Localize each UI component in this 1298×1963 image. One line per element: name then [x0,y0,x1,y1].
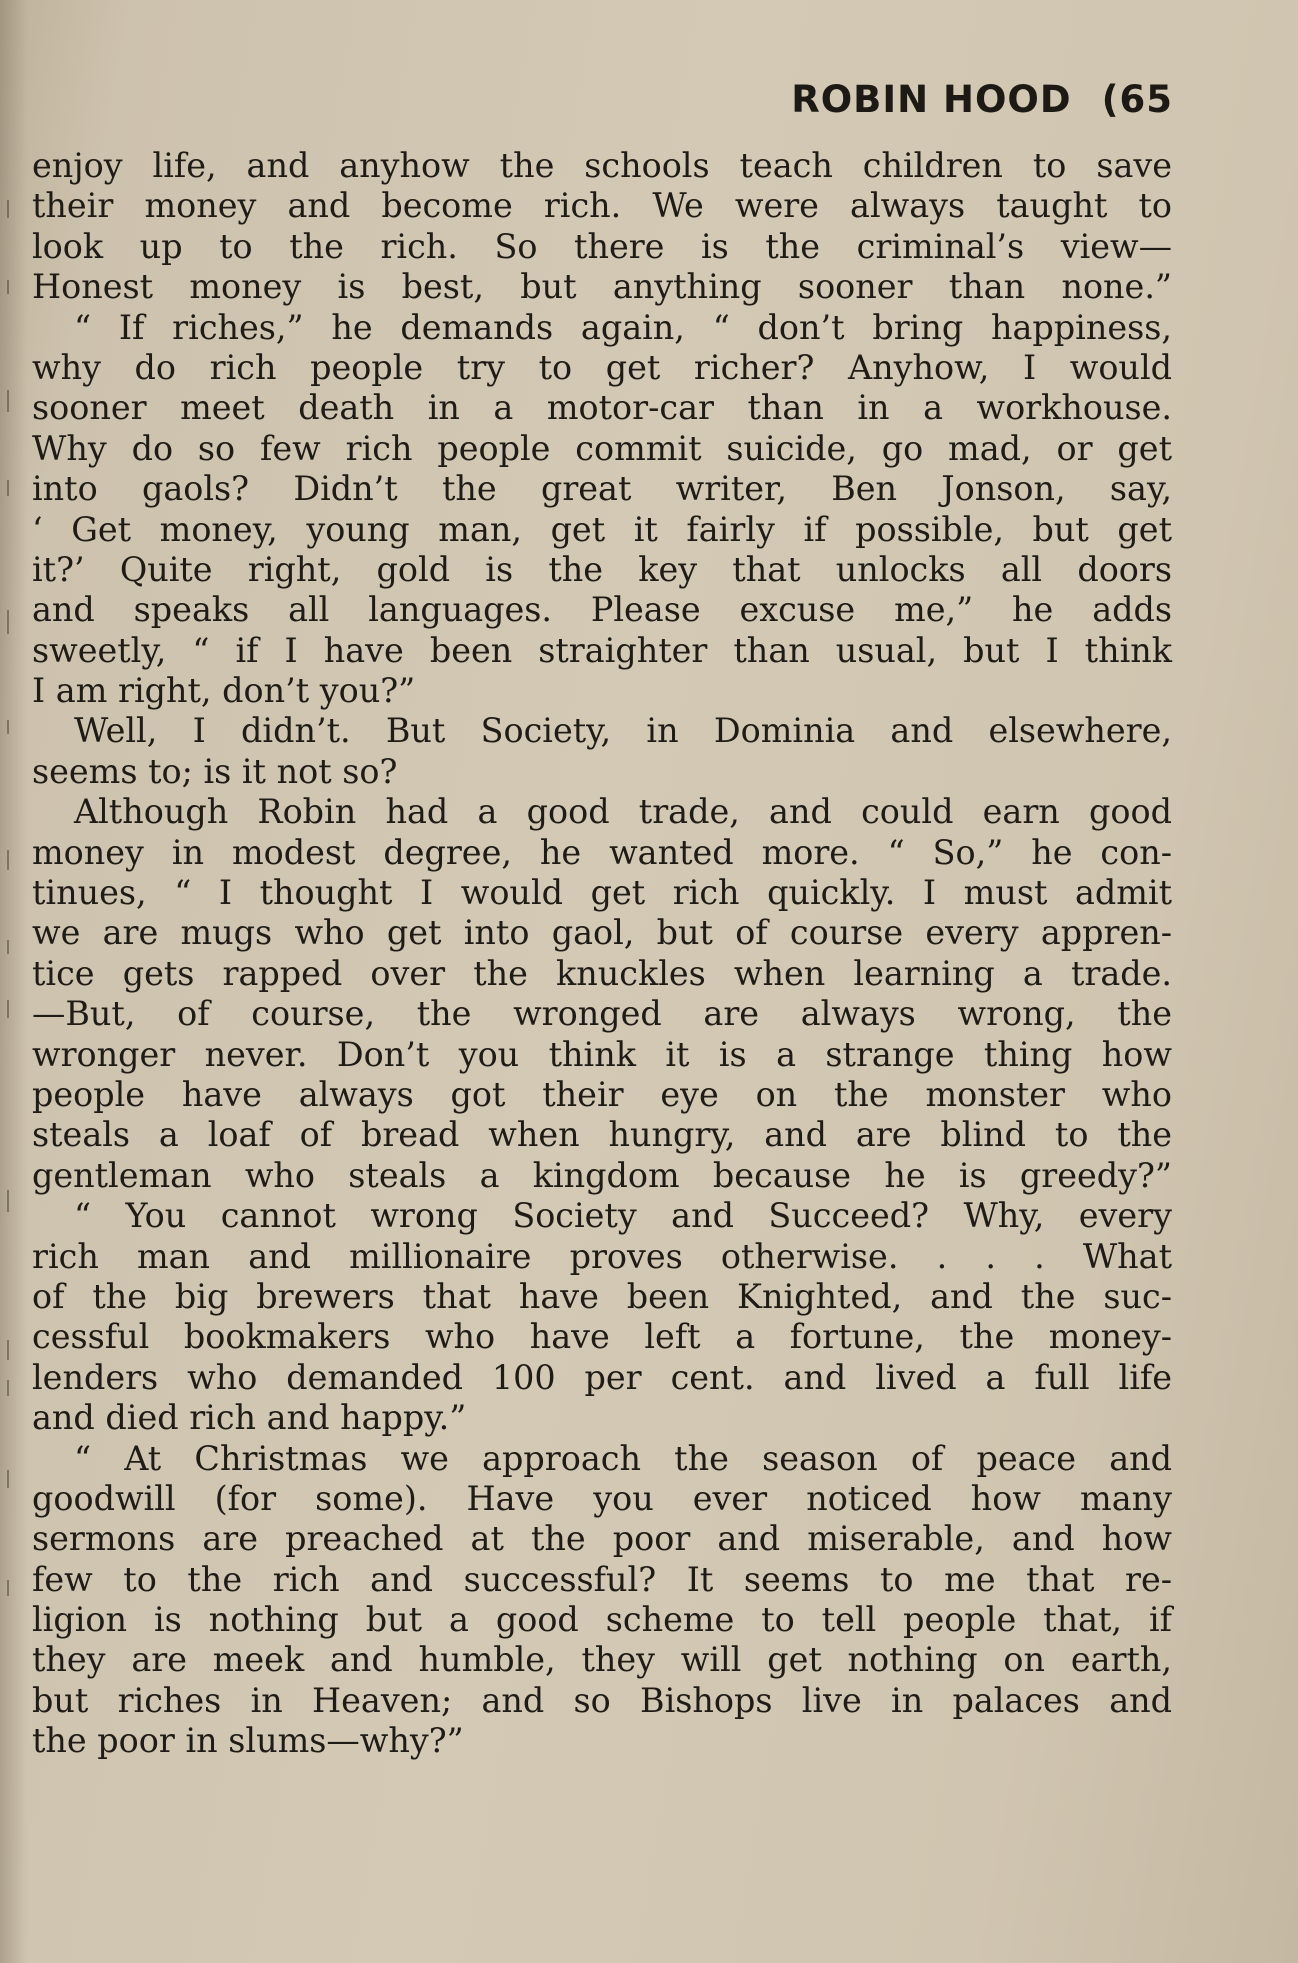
text-line: “ If riches,” he demands again, “ don’t bring happiness, [74,307,1172,347]
text-line: we are mugs who get into gaol, but of course every appren- [32,913,1172,953]
text-line: sooner meet death in a motor-car than in a workhouse. [32,388,1172,428]
text-line: wronger never. Don’t you think it is a strange thing how [32,1034,1172,1074]
text-line: steals a loaf of bread when hungry, and are blind to the [32,1115,1172,1155]
text-line: Why do so few rich people commit suicide, go mad, or get [32,428,1172,468]
text-line: people have always got their eye on the monster who [32,1074,1172,1114]
text-line: —But, of course, the wronged are always wrong, the [32,994,1172,1034]
text-line: it?’ Quite right, gold is the key that unlocks all doors [32,549,1172,589]
text-line: Honest money is best, but anything sooner than none.” [32,267,1172,307]
text-line: into gaols? Didn’t the great writer, Ben Jonson, say, [32,469,1172,509]
text-line: Although Robin had a good trade, and could earn good [74,792,1172,832]
text-line: goodwill (for some). Have you ever noticed how many [32,1478,1172,1518]
text-line: “ At Christmas we approach the season of peace and [74,1438,1172,1478]
text-line: “ You cannot wrong Society and Succeed? Why, every [74,1196,1172,1236]
text-line: money in modest degree, he wanted more. “ So,” he con- [32,832,1172,872]
text-line: few to the rich and successful? It seems to me that re- [32,1559,1172,1599]
text-line: look up to the rich. So there is the criminal’s view— [32,226,1172,266]
text-line: their money and become rich. We were always taught to [32,186,1172,226]
text-line: ‘ Get money, young man, get it fairly if possible, but get [32,509,1172,549]
header-title: ROBIN HOOD [791,78,1072,121]
text-line: they are meek and humble, they will get nothing on earth, [32,1640,1172,1680]
text-line: cessful bookmakers who have left a fortune, the money- [32,1317,1172,1357]
body-text [32,146,1172,1762]
gutter-marks [5,160,11,1660]
text-line: gentleman who steals a kingdom because he is greedy?” [32,1155,1172,1195]
text-line: Well, I didn’t. But Society, in Dominia and elsewhere, [74,711,1172,751]
text-line: tinues, “ I thought I would get rich quickly. I must admit [32,873,1172,913]
text-line: why do rich people try to get richer? Anyhow, I would [32,347,1172,387]
text-line: the poor in slums—why?” [32,1721,464,1761]
text-line: sermons are preached at the poor and miserable, and how [32,1519,1172,1559]
text-line: sweetly, “ if I have been straighter than usual, but I think [32,630,1172,670]
text-line: rich man and millionaire proves otherwise. . . . What [32,1236,1172,1276]
text-line: enjoy life, and anyhow the schools teach children to save [32,146,1172,185]
text-line: and speaks all languages. Please excuse me,” he adds [32,590,1172,630]
text-line: of the big brewers that have been Knighted, and the suc- [32,1276,1172,1316]
text-line: I am right, don’t you?” [32,671,416,711]
page-number: (65 [1101,78,1173,121]
running-header [791,78,1173,121]
text-line: and died rich and happy.” [32,1398,467,1438]
text-line: tice gets rapped over the knuckles when learning a trade. [32,953,1172,993]
text-line: seems to; is it not so? [32,751,398,791]
text-line: lenders who demanded 100 per cent. and lived a full life [32,1357,1172,1397]
text-line: ligion is nothing but a good scheme to tell people that, if [32,1600,1172,1640]
text-line: but riches in Heaven; and so Bishops live in palaces and [32,1680,1172,1720]
